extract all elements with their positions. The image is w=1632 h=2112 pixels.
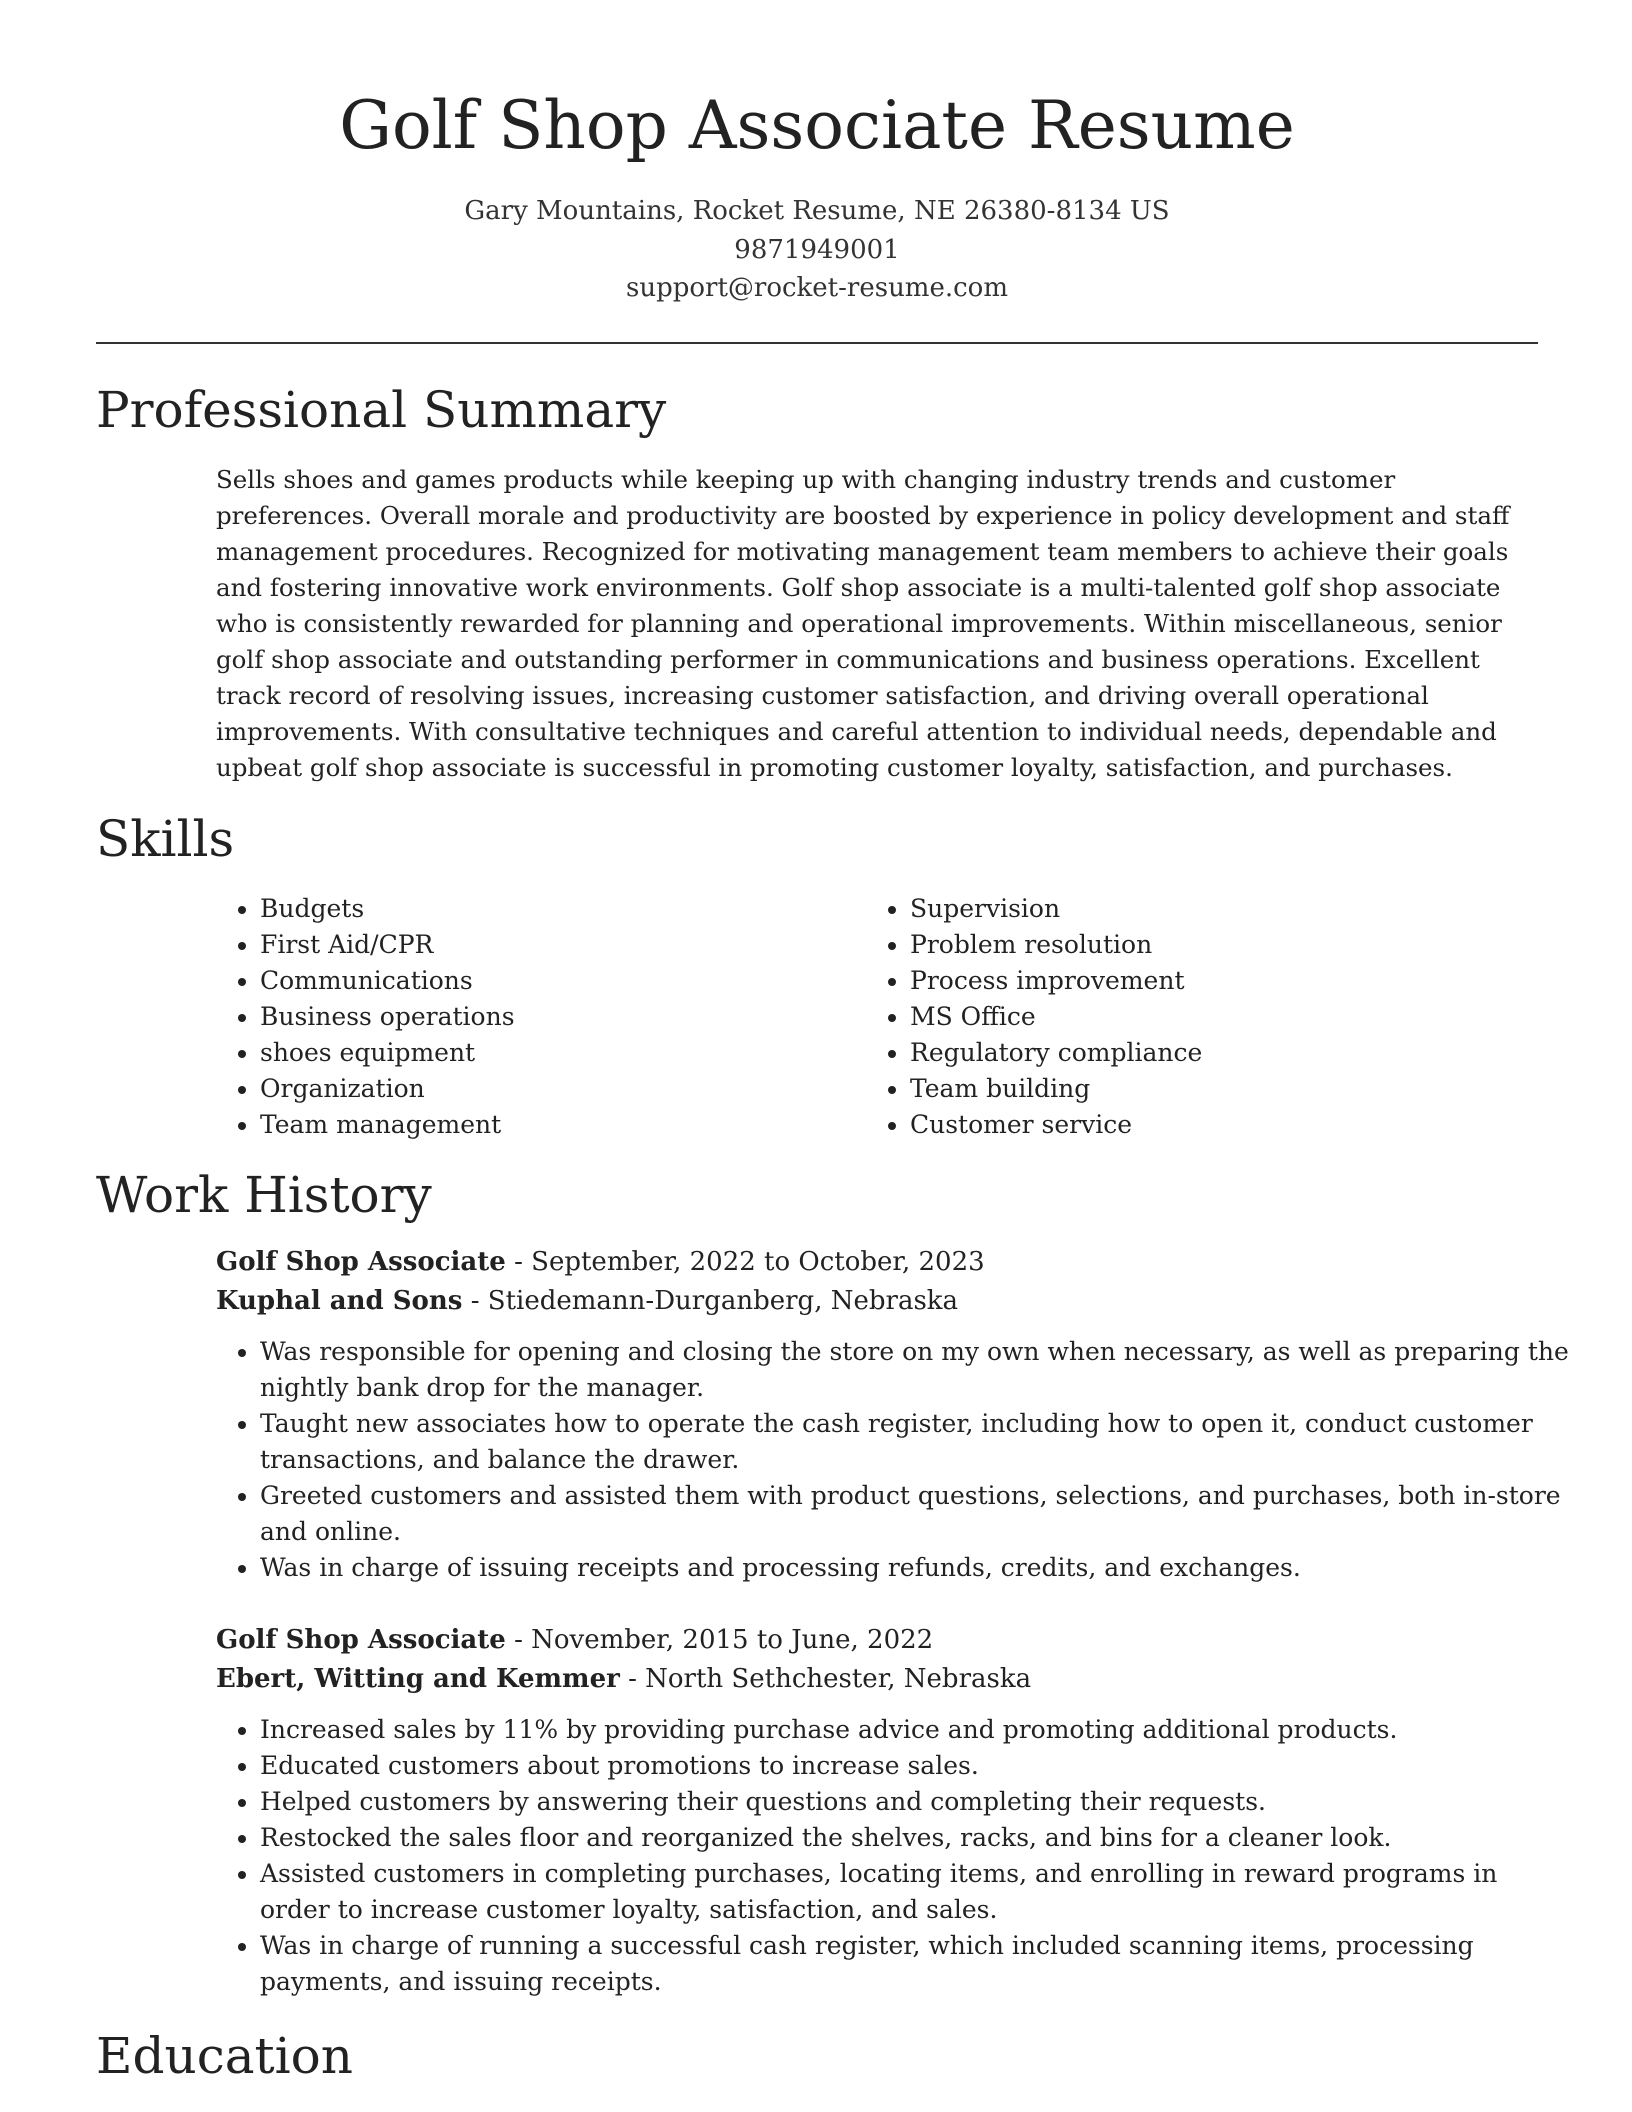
job-company: Ebert, Witting and Kemmer bbox=[216, 1664, 620, 1694]
skill-item: • Team management bbox=[260, 1107, 515, 1143]
resume-title: Golf Shop Associate Resume bbox=[339, 87, 1295, 164]
job-bullets bbox=[216, 1334, 1570, 1586]
skills-heading: Skills bbox=[96, 810, 235, 868]
contact-address: Gary Mountains, Rocket Resume, NE 26380-8134 US bbox=[464, 196, 1170, 226]
skill-item: • Process improvement bbox=[910, 963, 1202, 999]
job-dates: November, 2015 to June, 2022 bbox=[531, 1625, 934, 1655]
contact-email: support@rocket-resume.com bbox=[625, 273, 1008, 303]
work-history-heading: Work History bbox=[96, 1166, 432, 1224]
job-bullet: • Educated customers about promotions to increase sales. bbox=[260, 1748, 1570, 1784]
job-bullet: • Was in charge of issuing receipts and processing refunds, credits, and exchanges. bbox=[260, 1550, 1570, 1586]
skill-item: • Budgets bbox=[260, 891, 515, 927]
skill-item: • Customer service bbox=[910, 1107, 1202, 1143]
job-title: Golf Shop Associate bbox=[216, 1625, 506, 1655]
job-dates: September, 2022 to October, 2023 bbox=[531, 1247, 985, 1277]
job-title-line bbox=[216, 1242, 985, 1282]
skill-item: • Supervision bbox=[910, 891, 1202, 927]
job-bullet: • Was responsible for opening and closing the store on my own when necessary, as well as preparing the nightly bank drop for the manager. bbox=[260, 1334, 1570, 1406]
summary-text: Sells shoes and games products while keeping up with changing industry trends and customer preferences. Overall morale and productivity are boosted by experience in policy development and staff management procedures. Recognized for motivating management team members to achieve their goals and fostering innovative work environments. Golf shop associate is a multi-talented golf shop associate who is consistently rewarded for planning and operational improvements. Within miscellaneous, senior golf shop associate and outstanding performer in communications and business operations. Excellent track record of resolving issues, increasing customer satisfaction, and driving overall operational improvements. With consultative techniques and careful attention to individual needs, dependable and upbeat golf shop associate is successful in promoting customer loyalty, satisfaction, and purchases. bbox=[216, 465, 1510, 782]
separator: - bbox=[514, 1625, 532, 1655]
skill-item: • Communications bbox=[260, 963, 515, 999]
skill-item: • MS Office bbox=[910, 999, 1202, 1035]
job-company-line bbox=[216, 1659, 1031, 1699]
skill-item: • Regulatory compliance bbox=[910, 1035, 1202, 1071]
skill-item: • Business operations bbox=[260, 999, 515, 1035]
job-location: Stiedemann-Durganberg, Nebraska bbox=[487, 1286, 959, 1316]
separator: - bbox=[628, 1664, 646, 1694]
job-bullet: • Was in charge of running a successful cash register, which included scanning items, processing payments, and issuing receipts. bbox=[260, 1928, 1570, 2000]
job-location: North Sethchester, Nebraska bbox=[645, 1664, 1032, 1694]
skills-column-left bbox=[216, 891, 515, 1143]
skill-item: • Organization bbox=[260, 1071, 515, 1107]
job-bullet: • Greeted customers and assisted them with product questions, selections, and purchases, both in-store and online. bbox=[260, 1478, 1570, 1550]
contact-phone: 9871949001 bbox=[734, 235, 900, 265]
job-title: Golf Shop Associate bbox=[216, 1247, 506, 1277]
summary-heading: Professional Summary bbox=[96, 381, 667, 439]
skill-item: • Problem resolution bbox=[910, 927, 1202, 963]
job-bullet: • Assisted customers in completing purchases, locating items, and enrolling in reward programs in order to increase customer loyalty, satisfaction, and sales. bbox=[260, 1856, 1570, 1928]
separator: - bbox=[470, 1286, 488, 1316]
skills-column-right bbox=[866, 891, 1202, 1143]
header-divider bbox=[96, 342, 1538, 344]
skill-item: • shoes equipment bbox=[260, 1035, 515, 1071]
separator: - bbox=[514, 1247, 532, 1277]
skill-item: • First Aid/CPR bbox=[260, 927, 515, 963]
job-bullets bbox=[216, 1712, 1570, 2000]
education-heading: Education bbox=[96, 2027, 353, 2085]
job-company: Kuphal and Sons bbox=[216, 1286, 463, 1316]
job-bullet: • Helped customers by answering their questions and completing their requests. bbox=[260, 1784, 1570, 1820]
job-company-line bbox=[216, 1281, 958, 1321]
job-bullet: • Taught new associates how to operate the cash register, including how to open it, conduct customer transactions, and balance the drawer. bbox=[260, 1406, 1570, 1478]
job-bullet: • Increased sales by 11% by providing purchase advice and promoting additional products. bbox=[260, 1712, 1570, 1748]
skill-item: • Team building bbox=[910, 1071, 1202, 1107]
job-title-line bbox=[216, 1620, 933, 1660]
job-bullet: • Restocked the sales floor and reorganized the shelves, racks, and bins for a cleaner look. bbox=[260, 1820, 1570, 1856]
